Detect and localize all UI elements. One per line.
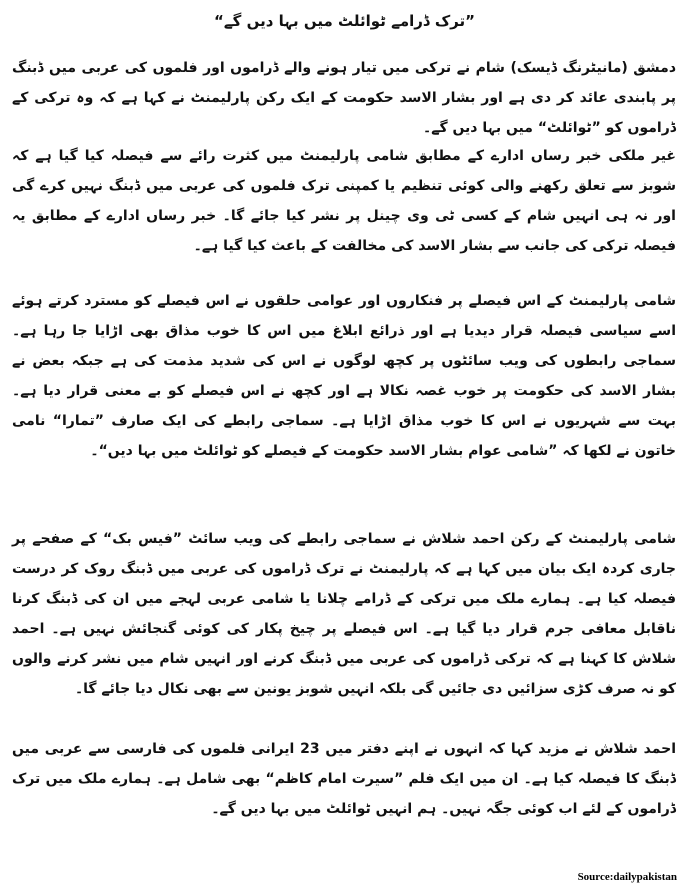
source-credit: Source:dailypakistan [577, 871, 677, 883]
article-paragraph-5: احمد شلاش نے مزید کہا کہ انہوں نے اپنے دفتر میں 23 ایرانی فلموں کی فارسی سے عربی میں ڈبنگ کا فیصلہ کیا ہے۔ ان میں ایک فلم ”سیرت امام کاظم“ بھی شامل ہے۔ ہمارے ملک میں ترک ڈراموں کے لئے اب کوئی جگہ نہیں۔ ہم انہیں ٹوائلٹ میں بہا دیں گے۔ [12, 741, 676, 817]
article-headline: ”ترک ڈرامے ٹوائلٹ میں بہا دیں گے“ [213, 12, 476, 30]
article-paragraph-3: شامی پارلیمنٹ کے اس فیصلے پر فنکاروں اور عوامی حلقوں نے اس فیصلے کو مسترد کرتے ہوئے اسے سیاسی فیصلہ قرار دیدیا ہے اور ذرائع ابلاغ میں اس کا خوب مذاق بھی اڑایا جا رہا ہے۔ سماجی رابطوں کی ویب سائٹوں پر کچھ لوگوں نے اس کی شدید مذمت کی ہے جبکہ بعض نے بشار الاسد کی حکومت پر خوب غصہ نکالا ہے اور کچھ نے اس فیصلے کو بے معنی قرار دیا ہے۔ بہت سے شہریوں نے اس کا خوب مذاق اڑایا ہے۔ سماجی رابطے کی ایک صارف ”تمارا“ نامی خاتون نے لکھا کہ ”شامی عوام بشار الاسد حکومت کے فیصلے کو ٹوائلٹ میں بہا دیں“۔ [12, 293, 676, 459]
article-paragraph-1: دمشق (مانیٹرنگ ڈیسک) شام نے ترکی میں تیار ہونے والے ڈراموں اور فلموں کی عربی میں ڈبنگ پر پابندی عائد کر دی ہے اور بشار الاسد حکومت کے ایک رکن پارلیمنٹ نے کہا ہے کہ وہ ترکی کے ڈراموں کو ”ٹوائلٹ“ میں بہا دیں گے۔ [12, 60, 676, 136]
article-paragraph-4: شامی پارلیمنٹ کے رکن احمد شلاش نے سماجی رابطے کی ویب سائٹ ”فیس بک“ کے صفحے پر جاری کردہ ایک بیان میں کہا ہے کہ پارلیمنٹ نے ترک ڈراموں کی عربی میں ڈبنگ روک کر درست فیصلہ کیا ہے۔ ہمارے ملک میں ترکی کے ڈرامے چلانا یا شامی عربی لہجے میں ان کی ڈبنگ کرنا ناقابل معافی جرم قرار دیا گیا ہے۔ اس فیصلے پر چیخ پکار کی کوئی گنجائش نہیں ہے۔ احمد شلاش کا کہنا ہے کہ ترکی ڈراموں کی عربی میں ڈبنگ کرنے اور انہیں شام میں نشر کرنے والوں کو نہ صرف کڑی سزائیں دی جائیں گی بلکہ انہیں شوبز یونین سے بھی نکال دیا جائے گا۔ [12, 531, 676, 697]
article-paragraph-2: غیر ملکی خبر رساں ادارے کے مطابق شامی پارلیمنٹ میں کثرت رائے سے فیصلہ کیا گیا ہے کہ شوبز سے تعلق رکھنے والی کوئی تنظیم یا کمپنی ترک فلموں کی عربی میں ڈبنگ نہیں کرے گی اور نہ ہی انہیں شام کے کسی ٹی وی چینل پر نشر کیا جائے گا۔ خبر رساں ادارے کے مطابق یہ فیصلہ ترکی کی جانب سے بشار الاسد کی مخالفت کے باعث کیا گیا ہے۔ [12, 148, 676, 254]
